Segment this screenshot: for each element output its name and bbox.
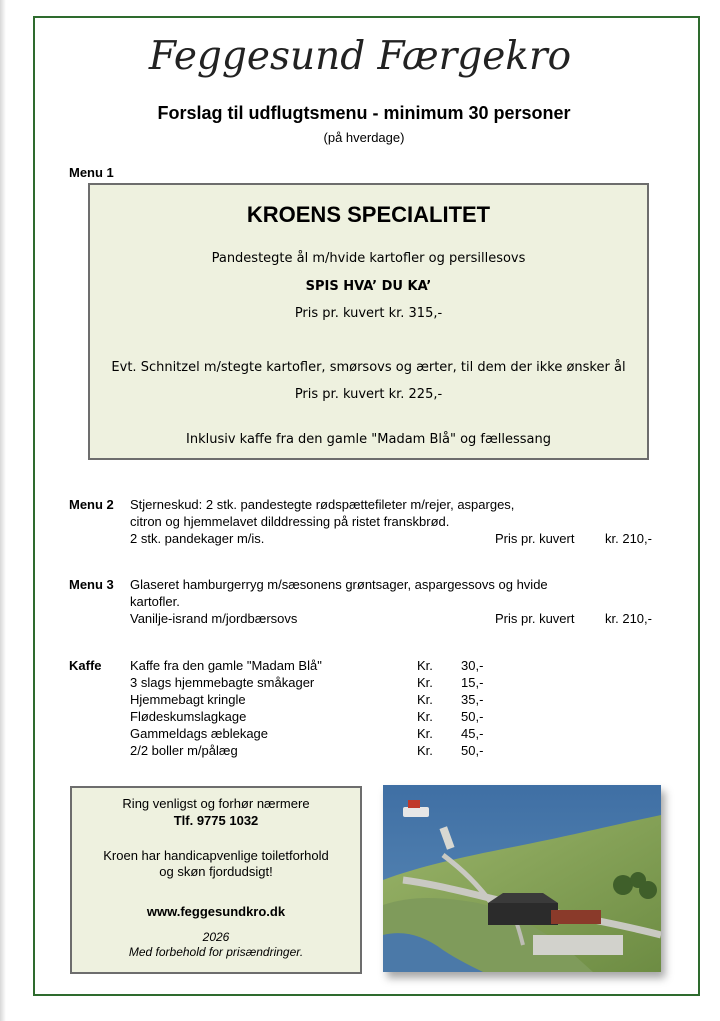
- menu3-line2: kartofler.: [130, 594, 180, 609]
- kaffe-item-currency: Kr.: [417, 675, 433, 690]
- aerial-photo-drawing: [383, 785, 661, 972]
- kaffe-item-price: 50,-: [461, 709, 484, 724]
- kaffe-item-name: Gammeldags æblekage: [130, 726, 269, 741]
- year-text: 2026: [202, 930, 230, 944]
- specialty-price: Pris pr. kuvert kr. 315,-: [294, 306, 443, 321]
- kaffe-item-price: 50,-: [461, 743, 484, 758]
- specialty-slogan: SPIS HVA’ DU KA’: [305, 279, 432, 294]
- menu2-line2: citron og hjemmelavet dilddressing på ristet franskbrød.: [130, 514, 450, 529]
- menu-subtitle: Forslag til udflugtsmenu - minimum 30 personer: [157, 103, 571, 123]
- menu3-price: kr. 210,-: [605, 611, 652, 626]
- phone-number[interactable]: Tlf. 9775 1032: [173, 813, 259, 828]
- alternative-price: Pris pr. kuvert kr. 225,-: [294, 387, 443, 402]
- page-edge-shadow: [0, 0, 6, 1021]
- kaffe-item-price: 30,-: [461, 658, 484, 673]
- kaffe-item-name: Flødeskumslagkage: [130, 709, 247, 724]
- kaffe-item-name: 3 slags hjemmebagte småkager: [130, 675, 315, 690]
- kaffe-item-currency: Kr.: [417, 726, 433, 741]
- handicap-text-1: Kroen har handicapvenlige toiletforhold: [103, 848, 329, 863]
- restaurant-title: Feggesund Færgekro: [148, 34, 572, 79]
- menu2-price-label: Pris pr. kuvert: [495, 531, 575, 546]
- specialty-heading: KROENS SPECIALITET: [246, 202, 491, 227]
- menu1-label: Menu 1: [69, 165, 114, 180]
- menu2-label: Menu 2: [69, 497, 114, 512]
- kaffe-item-currency: Kr.: [417, 743, 433, 758]
- handicap-text-2: og skøn fjordudsigt!: [159, 864, 273, 879]
- kaffe-item-name: Kaffe fra den gamle "Madam Blå": [130, 658, 322, 673]
- alternative-dish: Evt. Schnitzel m/stegte kartofler, smørsovs og ærter, til dem der ikke ønsker ål: [111, 360, 626, 375]
- kaffe-item-currency: Kr.: [417, 658, 433, 673]
- menu2-price: kr. 210,-: [605, 531, 652, 546]
- included-coffee: Inklusiv kaffe fra den gamle "Madam Blå" og fællessang: [186, 432, 551, 447]
- aerial-photo: [383, 785, 661, 972]
- kaffe-item-price: 45,-: [461, 726, 484, 741]
- menu3-price-label: Pris pr. kuvert: [495, 611, 575, 626]
- disclaimer-text: Med forbehold for prisændringer.: [128, 945, 304, 959]
- menu3-label: Menu 3: [69, 577, 114, 592]
- call-text: Ring venligst og forhør nærmere: [122, 796, 310, 811]
- kaffe-item-currency: Kr.: [417, 692, 433, 707]
- kaffe-label: Kaffe: [69, 658, 102, 673]
- kaffe-item-name: Hjemmebagt kringle: [130, 692, 246, 707]
- contact-box: [70, 786, 362, 974]
- menu2-line3: 2 stk. pandekager m/is.: [130, 531, 265, 546]
- specialty-dish: Pandestegte ål m/hvide kartofler og persillesovs: [211, 251, 526, 266]
- weekday-note: (på hverdage): [323, 130, 405, 145]
- menu2-line1: Stjerneskud: 2 stk. pandestegte rødspættefileter m/rejer, asparges,: [130, 497, 515, 512]
- menu3-line1: Glaseret hamburgerryg m/sæsonens grøntsager, aspargessovs og hvide: [130, 577, 548, 592]
- kaffe-item-currency: Kr.: [417, 709, 433, 724]
- kaffe-item-price: 35,-: [461, 692, 484, 707]
- kaffe-item-price: 15,-: [461, 675, 484, 690]
- specialty-box: [88, 183, 649, 460]
- kaffe-item-name: 2/2 boller m/pålæg: [130, 743, 238, 758]
- website-link[interactable]: www.feggesundkro.dk: [146, 904, 286, 919]
- menu3-line3: Vanilje-isrand m/jordbærsovs: [130, 611, 298, 626]
